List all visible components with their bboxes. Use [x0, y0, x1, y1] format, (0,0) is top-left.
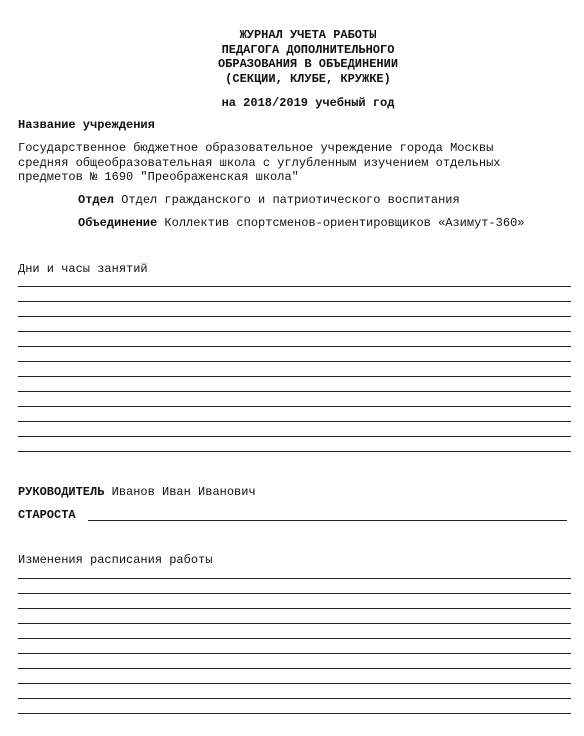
blank-line: [18, 713, 571, 714]
department-row: [78, 193, 460, 207]
blank-line: [18, 683, 571, 684]
blank-line: [18, 623, 571, 624]
blank-line: [18, 653, 571, 654]
leader-name: Иванов Иван Иванович: [111, 485, 256, 499]
headman-blank-field[interactable]: [88, 520, 567, 521]
association-label: Объединение: [78, 216, 158, 230]
blank-line: [18, 421, 571, 422]
blank-line: [18, 668, 571, 669]
blank-line: [18, 286, 571, 287]
document-title: [0, 28, 584, 86]
department-value: Отдел гражданского и патриотического воспитания: [121, 193, 460, 207]
blank-line: [18, 451, 571, 452]
blank-line: [18, 301, 571, 302]
blank-line: [18, 578, 571, 579]
association-row: [78, 216, 524, 230]
blank-line: [18, 346, 571, 347]
schedule-label: Дни и часы занятий: [18, 262, 148, 276]
blank-line: [18, 316, 571, 317]
title-line-4: (СЕКЦИИ, КЛУБЕ, КРУЖКЕ): [225, 71, 391, 86]
institution-name: Государственное бюджетное образовательное учреждение города Москвы средняя общеобразовательная школа с углубленным изучением отдельных предметов № 1690 "Преображенская школа": [18, 141, 501, 184]
department-label: Отдел: [78, 193, 115, 207]
institution-label: Название учреждения: [18, 118, 155, 132]
leader-label: РУКОВОДИТЕЛЬ: [18, 485, 105, 499]
blank-line: [18, 698, 571, 699]
blank-line: [18, 406, 571, 407]
changes-label: Изменения расписания работы: [18, 553, 213, 567]
blank-line: [18, 361, 571, 362]
blank-line: [18, 331, 571, 332]
title-line-1: ЖУРНАЛ УЧЕТА РАБОТЫ: [239, 28, 377, 42]
title-line-2: ПЕДАГОГА ДОПОЛНИТЕЛЬНОГО: [221, 42, 395, 57]
headman-label: СТАРОСТА: [18, 508, 76, 522]
blank-line: [18, 593, 571, 594]
blank-line: [18, 638, 571, 639]
academic-year: на 2018/2019 учебный год: [221, 96, 395, 110]
association-value: Коллектив спортсменов-ориентировщиков «Азимут-360»: [164, 216, 525, 230]
leader-row: [18, 485, 256, 499]
blank-line: [18, 376, 571, 377]
blank-line: [18, 436, 571, 437]
blank-line: [18, 391, 571, 392]
title-line-3: ОБРАЗОВАНИЯ В ОБЪЕДИНЕНИИ: [217, 57, 399, 71]
blank-line: [18, 608, 571, 609]
